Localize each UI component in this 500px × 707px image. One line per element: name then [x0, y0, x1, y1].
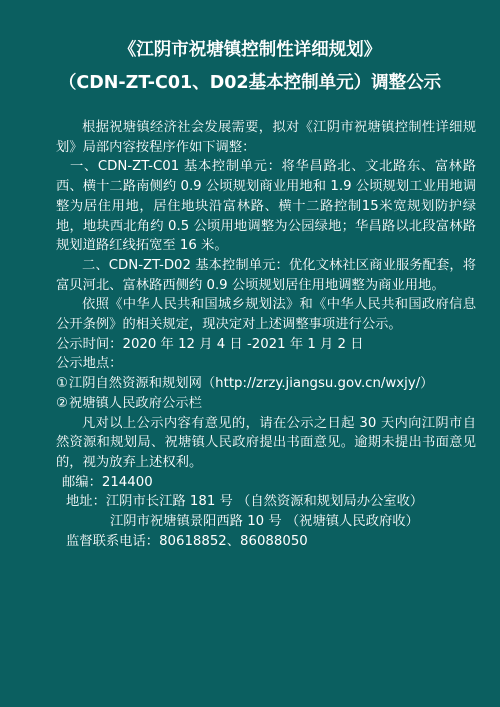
objection-paragraph: 凡对以上公示内容有意见的，请在公示之日起 30 天内向江阴市自然资源和规划局、祝塘镇人民政府提出书面意见。逾期未提出书面意见的，视为放弃上述权利。	[56, 415, 476, 470]
notice-period: 公示时间：2020 年 12 月 4 日 -2021 年 1 月 2 日	[56, 336, 364, 352]
adjustment-item-c01: 一、CDN-ZT-C01 基本控制单元：将华昌路北、文北路东、富林路西、横十二路南侧约 0.9 公顷规划商业用地和 1.9 公顷规划工业用地调整为居住用地，居住地块沿富林路、横十二路控制15米宽规划防护绿地，地块西北角约 0.5 公顷用地调整为公园绿地；华昌路以北段富林路规划道路红线拓宽至 16 米。	[56, 159, 476, 254]
postcode: 邮编：214400	[62, 474, 153, 490]
notice-title-line2: （CDN-ZT-C01、D02基本控制单元）调整公示	[58, 73, 442, 93]
board-location-text: 祝塘镇人民政府公示栏	[68, 395, 202, 411]
address-line-2: 江阴市祝塘镇景阳西路 10 号 （祝塘镇人民政府收）	[110, 514, 419, 530]
legal-basis-paragraph: 依照《中华人民共和国城乡规划法》和《中华人民共和国政府信息公开条例》的相关规定，现决定对上述调整事项进行公示。	[56, 297, 476, 333]
notice-location-board	[56, 394, 476, 414]
website-location-text: 江阴自然资源和规划网（http://zrzy.jiangsu.gov.cn/wxjy/）	[68, 376, 434, 392]
notice-location-website	[56, 374, 476, 394]
address-line-1: 地址：江阴市长江路 181 号 （自然资源和规划局办公室收）	[66, 494, 424, 510]
notice-location-label: 公示地点：	[56, 356, 123, 372]
supervision-phone: 监督联系电话：80618852、86088050	[66, 533, 308, 549]
circled-two-marker: ②	[56, 395, 68, 411]
adjustment-item-d02: 二、CDN-ZT-D02 基本控制单元：优化文林社区商业服务配套，将富贝河北、富林路西侧约 0.9 公顷规划居住用地调整为商业用地。	[56, 257, 476, 293]
notice-body	[56, 118, 476, 551]
notice-title-line1: 《江阴市祝塘镇控制性详细规划》	[118, 40, 382, 60]
intro-paragraph: 根据祝塘镇经济社会发展需要，拟对《江阴市祝塘镇控制性详细规划》局部内容按程序作如下调整：	[56, 120, 476, 155]
circled-one-marker: ①	[56, 376, 68, 392]
